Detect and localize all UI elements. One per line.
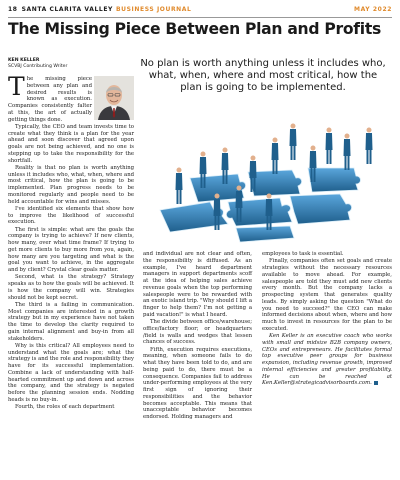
publication-name: SANTA CLARITA VALLEY xyxy=(21,5,113,13)
paragraph: The divide between office/warehouse; office/factory floor; or headquarters /field is walls and wedges that lessen chances of success. xyxy=(143,319,252,346)
paragraph: Fifth, execution requires executions, meaning, when someone fails to do what they have been told to do, and are being paid to do, there must be a consequence. Companies fail to address under-performing employees at the very first sign of ignoring their responsibilities and the behavior becomes acceptable. This means that unacceptable behavior becomes endorsed. Holding managers and xyxy=(143,346,252,420)
author-name: KEN KELLER xyxy=(8,58,40,63)
paragraph: Typically, the CEO and team invests time to create what they think is a plan for the year ahead and soon discover that agreed upon goals are not being achieved, and no one is stepping up to take the responsibility for the shortfall. xyxy=(8,123,134,164)
paragraph: I've identified six elements that show how to improve the likelihood of successful execution. xyxy=(8,205,134,226)
column-3 xyxy=(262,251,392,388)
page-header xyxy=(8,2,392,16)
paragraph: and individual are not clear and often, the responsibility is diffused. As an example, I've heard department managers in support departments scoff at the idea of helping sales achieve revenue goals when the top performing salespeople were to be rewarded with an exotic island trip. "Why should I lift a finger to help them? I'm not getting a paid vacation!" is what I heard. xyxy=(143,251,252,318)
publication-section: BUSINESS JOURNAL xyxy=(115,5,192,13)
column-2 xyxy=(143,251,252,421)
paragraph: Fourth, the roles of each department xyxy=(15,404,115,410)
author-role: SCVBJ Contributing Writer xyxy=(8,64,68,69)
paragraph: The missing piece between any plan and desired results is known as execution. Companies consistently falter at this, the art of actually getting things done. xyxy=(8,76,134,123)
author-headshot xyxy=(94,76,134,120)
paragraph: employees to task is essential. xyxy=(262,251,344,257)
header-rule xyxy=(8,17,392,18)
article-deck: No plan is worth anything unless it includes who, what, when, where and most critical, how the plan is going to be implemented. xyxy=(140,58,386,93)
paragraph: Finally, companies often set goals and create strategies without the necessary resources available to move ahead. For example, salespeople are told they must add new clients every month. But the company lacks a prospecting system that generates quality leads. By simply asking the question "What do you need to succeed?" the CEO can make informed decisions about when, where and how much to invest in resources for the plan to be executed. xyxy=(262,258,392,332)
issue-date: MAY 2022 xyxy=(354,5,392,13)
paragraph: The third is a failing in communication. Most companies are interested in a growth strategy but in my experience have not taken the time to develop the clarity required to gain internal alignment and buy-in from all stakeholders. xyxy=(8,301,134,342)
business-puzzle-illustration xyxy=(140,98,392,250)
paragraph: Reality is that no plan is worth anything unless it includes who, what, when, where and most critical, how the plan is going to be implemented. Plan progress needs to be monitored regularly and people need to be held accountable for wins and misses. xyxy=(8,164,134,205)
paragraph: Why is this critical? All employees need to understand what the goals are; what the strategy is and the role and responsibility they have for its successful implementation. Combine a lack of understanding with half-hearted commitment up and down and across the company, and the strategy is negated before the planning session ends. Nodding heads is no buy-in. xyxy=(8,342,134,403)
article-title: The Missing Piece Between Plan and Profits xyxy=(8,20,381,38)
page-number: 18 xyxy=(8,5,18,13)
paragraph: Second, what is the strategy? Strategy speaks as to how the goals will be achieved. It is how the company will win. Strategies should not be kept secret. xyxy=(8,274,134,301)
drop-cap: T xyxy=(8,72,25,101)
paragraph: The first is simple: what are the goals the company is trying to achieve? If new clients, how many, over what time frame? If trying to get more clients to buy more from you, again, how many are you targeting and what is the goal you want to achieve, in the aggregate and by client? Crystal clear goals matter. xyxy=(8,226,134,273)
end-mark xyxy=(374,381,378,385)
author-bio: Ken Keller is an executive coach who works with small and midsize B2B company owners, CEOs and entrepreneurs. He facilitates formal top executive peer groups for business expansion, including revenue growth, improved internal efficiencies and greater profitability. He can be reached at Ken.Keller@strategicadvisorboards.com. xyxy=(262,333,392,387)
column-1 xyxy=(8,72,134,411)
byline xyxy=(8,58,67,70)
